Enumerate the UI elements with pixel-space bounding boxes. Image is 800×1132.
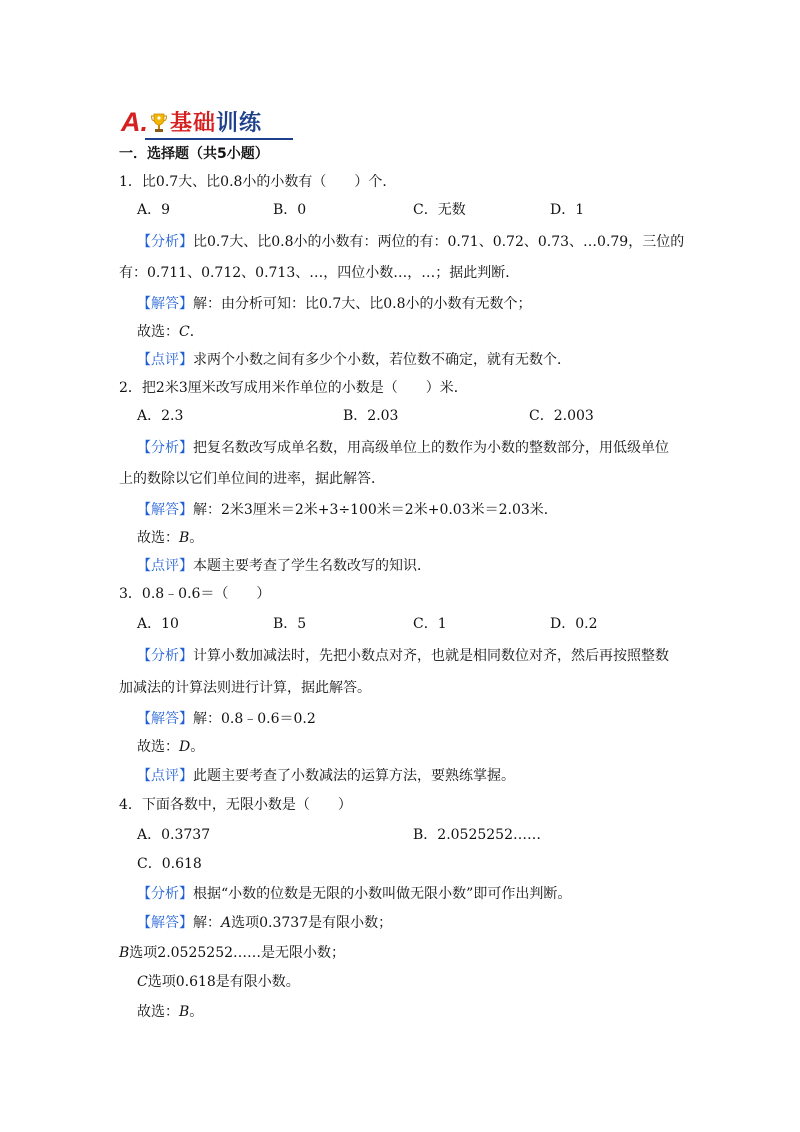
q1-option-b: B．0 [273,202,307,218]
choice-suffix: ． [189,324,204,340]
section-heading [121,100,262,136]
q4-c-rest: 选项0.618是有限小数。 [147,974,300,990]
q3-option-d: D．0.2 [550,616,598,632]
choice-letter: D [179,739,191,755]
q1-option-d: D．1 [550,202,585,218]
heading-title-blue: 训练 [216,110,263,136]
choice-suffix: 。 [190,739,205,755]
choice-suffix: 。 [189,530,204,546]
q2-analysis [137,438,669,458]
q3-comment-text: 此题主要考查了小数减法的运算方法，要熟练掌握。 [193,768,515,784]
choice-suffix: 。 [189,1004,204,1020]
q4-answer [137,913,392,933]
choice-prefix: 故选： [137,324,179,340]
q1-option-a: A．9 [137,202,171,218]
q4-option-a: A．0.3737 [137,827,211,843]
answer-tag: 【解答】 [137,711,193,727]
q2-option-b: B．2.03 [343,408,399,424]
q3-comment [137,766,515,786]
q4-option-c: C．0.618 [137,856,202,872]
comment-tag: 【点评】 [137,768,193,784]
q4-answer-a-letter: A [221,915,232,931]
q3-option-b: B．5 [273,616,307,632]
q2-choice [137,528,203,548]
question-4-stem: 4．下面各数中，无限小数是（ ） [119,797,352,813]
section-title: 一．选择题（共5小题） [119,146,269,162]
comment-tag: 【点评】 [137,558,193,574]
q4-answer-c [137,972,300,992]
choice-prefix: 故选： [137,1004,179,1020]
q3-analysis [137,646,669,666]
trophy-icon [150,112,168,134]
q2-option-c: C．2.003 [529,408,594,424]
comment-tag: 【点评】 [137,352,193,368]
q3-choice [137,737,204,757]
heading-letter: A. [121,107,148,137]
q1-analysis [137,232,684,252]
q1-choice [137,322,204,342]
analysis-tag: 【分析】 [137,648,193,664]
q2-answer [137,500,558,520]
analysis-tag: 【分析】 [137,234,193,250]
q2-answer-text: 解：2米3厘米＝2米+3÷100米＝2米+0.03米＝2.03米． [193,502,558,518]
q3-answer-text: 解：0.8﹣0.6＝0.2 [193,711,316,727]
answer-tag: 【解答】 [137,296,193,312]
q3-answer [137,709,316,729]
analysis-tag: 【分析】 [137,886,193,902]
q3-analysis-text-2: 加减法的计算法则进行计算，据此解答。 [119,680,371,696]
q2-option-a: A．2.3 [137,408,184,424]
q1-option-c: C．无数 [413,202,466,218]
q4-analysis-text: 根据“小数的位数是无限的小数叫做无限小数”即可作出判断。 [193,886,572,902]
q4-option-b: B．2.0525252…… [413,827,541,843]
question-3-stem: 3．0.8﹣0.6＝（ ） [119,586,271,602]
q2-analysis-text-2: 上的数除以它们单位间的进率，据此解答． [119,471,385,487]
q2-comment-text: 本题主要考查了学生名数改写的知识． [193,558,431,574]
choice-letter: C [179,324,190,340]
question-1-stem: 1．比0.7大、比0.8小的小数有（ ）个． [119,174,397,190]
q4-c-letter: C [137,974,148,990]
q3-option-a: A．10 [137,616,179,632]
question-2-stem: 2．把2米3厘米改写成用米作单位的小数是（ ）米． [119,380,468,396]
answer-tag: 【解答】 [137,915,193,931]
q2-analysis-text-1: 把复名数改写成单名数，用高级单位上的数作为小数的整数部分，用低级单位 [193,440,669,456]
q2-comment [137,556,431,576]
heading-underline [145,138,293,140]
q4-b-letter: B [119,945,130,961]
q4-answer-prefix: 解： [193,915,221,931]
choice-letter: B [179,530,190,546]
q1-comment [137,350,571,370]
q4-choice [137,1002,203,1022]
q1-answer-text: 解：由分析可知：比0.7大、比0.8小的小数有无数个； [193,296,532,312]
q1-answer [137,294,532,314]
heading-title-red: 基础 [170,110,217,136]
choice-prefix: 故选： [137,739,179,755]
q4-b-rest: 选项2.0525252……是无限小数； [129,945,346,961]
q1-analysis-text-1: 比0.7大、比0.8小的小数有：两位的有：0.71、0.72、0.73、…0.79，三位的 [193,234,685,250]
q3-analysis-text-1: 计算小数加减法时，先把小数点对齐，也就是相同数位对齐，然后再按照整数 [193,648,669,664]
q4-answer-b [119,943,345,963]
q3-option-c: C．1 [413,616,447,632]
q4-answer-a-rest: 选项0.3737是有限小数； [231,915,393,931]
q1-comment-text: 求两个小数之间有多少个小数，若位数不确定，就有无数个． [193,352,571,368]
q4-analysis [137,884,571,904]
q1-analysis-text-2: 有：0.711、0.712、0.713、…，四位小数…，…；据此判断． [119,265,520,281]
choice-prefix: 故选： [137,530,179,546]
analysis-tag: 【分析】 [137,440,193,456]
answer-tag: 【解答】 [137,502,193,518]
choice-letter: B [179,1004,190,1020]
